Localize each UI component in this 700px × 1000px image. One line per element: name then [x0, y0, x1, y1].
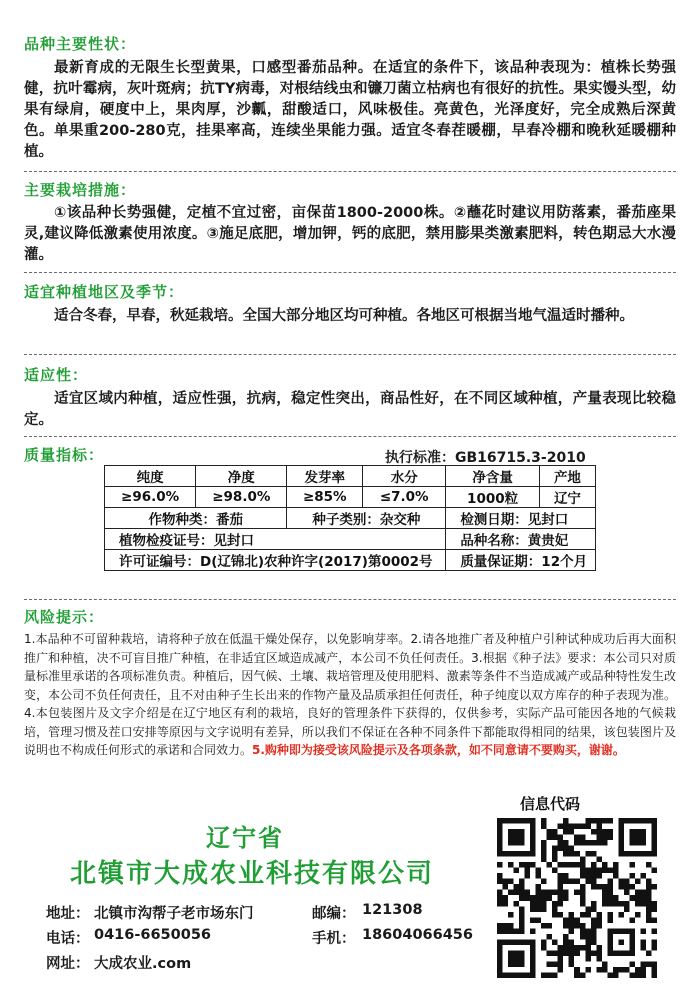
divider — [24, 272, 676, 273]
table-cell: 1000粒 — [446, 487, 540, 508]
cultivation-text: ①该品种长势强健，定植不宜过密，亩保苗1800-2000株。②蘸花时建议用防落素，番茄座果灵,建议降低激素使用浓度。③施足底肥，增加钾，钙的底肥，禁用膨果类激素肥料，转色期忌大水漫灌。 — [24, 205, 676, 263]
risk-warning: 5.购种即为接受该风险提示及各项条款，如不同意请不要购买，谢谢。 — [252, 743, 625, 757]
risk-heading: 风险提示： — [24, 608, 105, 626]
phone-value: 0416-6650056 — [94, 927, 211, 943]
table-header-cell: 发芽率 — [287, 466, 363, 487]
website-label: 网址： — [46, 956, 90, 972]
quality-heading: 质量指标： — [24, 446, 105, 464]
postcode-label: 邮编： — [312, 906, 356, 922]
divider — [24, 354, 676, 355]
table-header-cell: 产地 — [539, 466, 595, 487]
divider — [24, 171, 676, 172]
adaptability-heading: 适应性： — [24, 366, 89, 384]
phone-label: 电话： — [46, 931, 90, 947]
qr-label: 信息代码 — [520, 795, 581, 813]
divider — [24, 436, 676, 437]
postcode-value: 121308 — [362, 902, 423, 918]
table-row — [105, 529, 596, 550]
quality-table — [104, 465, 596, 571]
table-row — [105, 466, 596, 487]
risk-text-block — [24, 630, 676, 760]
table-header-cell: 净含量 — [446, 466, 540, 487]
divider — [24, 599, 676, 600]
website-value: 大成农业.com — [94, 956, 192, 972]
mobile-label: 手机： — [312, 931, 356, 947]
table-header-cell: 水分 — [363, 466, 446, 487]
qr-code-icon — [497, 818, 657, 978]
company-name: 北镇市大成农业科技有限公司 — [70, 859, 435, 889]
company-province: 辽宁省 — [206, 823, 284, 852]
guarantee-cell: 质量保证期：12个月 — [446, 550, 596, 571]
license-cell: 许可证编号：D(辽锦北)农种许字(2017)第0002号 — [105, 550, 446, 571]
table-row — [105, 487, 596, 508]
adaptability-text: 适宜区域内种植，适应性强，抗病，稳定性突出，商品性好，在不同区域种植，产量表现比较稳定。 — [24, 391, 676, 428]
table-cell: ≥98.0% — [196, 487, 287, 508]
region-heading: 适宜种植地区及季节： — [24, 283, 185, 301]
quarantine-cell: 植物检疫证号：见封口 — [105, 529, 446, 550]
mobile-value: 18604066456 — [362, 927, 473, 943]
table-cell: 辽宁 — [539, 487, 595, 508]
table-cell: ≤7.0% — [363, 487, 446, 508]
test-date-cell: 检测日期：见封口 — [446, 508, 596, 529]
table-row — [105, 508, 596, 529]
variety-name-cell: 品种名称：黄贵妃 — [446, 529, 596, 550]
table-header-cell: 纯度 — [105, 466, 196, 487]
crop-type-cell: 作物种类：番茄 — [105, 508, 287, 529]
region-text: 适合冬春，早春，秋延栽培。全国大部分地区均可种植。各地区可根据当地气温适时播种。 — [54, 308, 634, 324]
table-row — [105, 550, 596, 571]
table-header-cell: 净度 — [196, 466, 287, 487]
address-label: 地址： — [46, 906, 90, 922]
table-cell: ≥96.0% — [105, 487, 196, 508]
quality-standard: 执行标准：GB16715.3-2010 — [385, 450, 586, 466]
address-value: 北镇市沟帮子老市场东门 — [94, 906, 254, 922]
table-cell: ≥85% — [287, 487, 363, 508]
risk-text: 1.本品种不可留种栽培，请将种子放在低温干燥处保存，以免影响芽率。2.请各地推广者及种植户引种试种成功后再大面积推广和种植，决不可盲目推广种植，在非适宜区域造成减产，本公司不负任何责任。3.根据《种子法》要求：本公司只对质量标准里承诺的各项标准负责。种植后，因气候、土壤、栽培管理及使用肥料、激素等条件不当造成减产或品种特性发生改变，本公司不负任何责任，且不对由种子生长出来的作物产量及品质承担任何责任，种子纯度以双方库存的种子表现为准。4.本包装图片及文字介绍是在辽宁地区有利的栽培，良好的管理条件下获得的，仅供参考，实际产品可能因各地的气候栽培，管理习惯及茬口安排等原因与文字说明有差异，所以我们不保证在各种不同条件下都能取得相同的结果，该包装图片及说明也不构成任何形式的承诺和合同效力。 — [24, 632, 676, 757]
traits-heading: 品种主要性状： — [24, 35, 137, 53]
seed-type-cell: 种子类别：杂交种 — [287, 508, 446, 529]
cultivation-heading: 主要栽培措施： — [24, 181, 137, 199]
traits-text: 最新育成的无限生长型黄果，口感型番茄品种。在适宜的条件下，该品种表现为：植株长势强健，抗叶霉病，灰叶斑病；抗TY病毒，对根结线虫和镰刀菌立枯病也有很好的抗性。果实馒头型，幼果有绿肩，硬度中上，果肉厚，沙瓤，甜酸适口，风味极佳。亮黄色，光泽度好，完全成熟后深黄色。单果重200-280克，挂果率高，连续坐果能力强。适宜冬春茬暖棚，早春冷棚和晚秋延暖棚种植。 — [24, 60, 676, 160]
